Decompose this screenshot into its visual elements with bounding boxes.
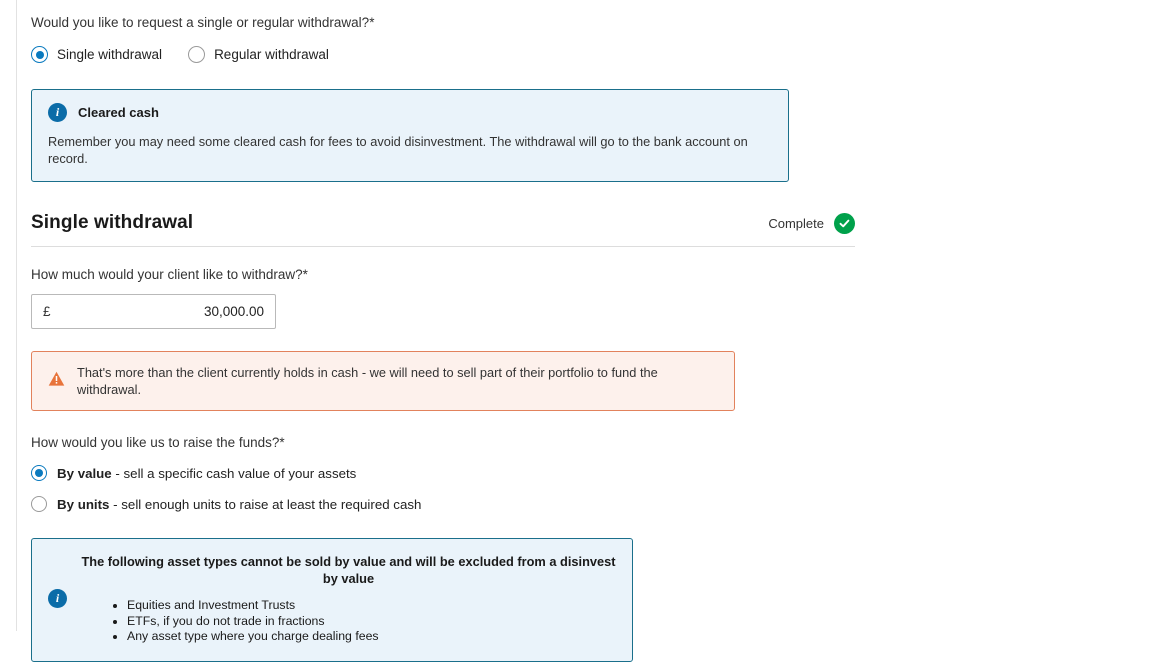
radio-by-units-label — [57, 497, 421, 512]
required-marker-amount: * — [302, 267, 308, 282]
radio-regular-withdrawal-icon[interactable] — [188, 46, 205, 63]
excluded-asset-types-list — [81, 598, 616, 644]
raise-funds-question-text: How would you like us to raise the funds? — [31, 435, 280, 450]
info-icon: i — [48, 103, 67, 122]
currency-symbol: £ — [43, 304, 51, 319]
raise-funds-question — [31, 435, 1131, 450]
form-content — [31, 0, 1131, 662]
withdrawal-amount-input[interactable] — [31, 294, 276, 329]
cleared-cash-banner — [31, 89, 789, 182]
single-withdrawal-section-header — [31, 212, 855, 247]
radio-by-value-label-rest: - sell a specific cash value of your assets — [111, 465, 357, 481]
check-circle-icon — [834, 213, 855, 234]
radio-option-regular-withdrawal[interactable] — [188, 46, 329, 63]
status-badge: Complete — [768, 215, 824, 231]
cleared-cash-banner-body: Remember you may need some cleared cash for fees to avoid disinvestment. The withdrawal will go to the bank account on record. — [48, 134, 748, 166]
required-marker: * — [369, 15, 375, 30]
radio-single-withdrawal-icon[interactable] — [31, 46, 48, 63]
withdrawal-amount-value: 30,000.00 — [203, 304, 264, 319]
radio-option-single-withdrawal[interactable] — [31, 46, 162, 63]
radio-by-value-label — [57, 466, 356, 481]
excluded-asset-types-body — [81, 553, 616, 645]
section-status — [768, 213, 855, 234]
radio-by-value-label-bold: By value — [57, 465, 112, 481]
cleared-cash-banner-title: Cleared cash — [78, 105, 159, 120]
radio-option-by-value[interactable] — [31, 465, 1131, 481]
radio-regular-withdrawal-label: Regular withdrawal — [214, 47, 329, 62]
withdrawal-amount-label-text: How much would your client like to withdraw? — [31, 267, 303, 282]
excluded-asset-types-banner — [31, 538, 633, 662]
required-marker-funds: * — [279, 435, 285, 450]
radio-single-withdrawal-label: Single withdrawal — [57, 47, 163, 62]
cleared-cash-banner-header — [48, 103, 772, 122]
list-item: • ETFs, if you do not trade in fractions — [127, 614, 616, 629]
radio-by-units-label-bold: By units — [57, 496, 110, 512]
withdrawal-amount-label — [31, 267, 1131, 282]
withdrawal-type-question — [31, 14, 1131, 32]
list-item: • Any asset type where you charge dealing fees — [127, 629, 616, 644]
info-icon-exclusions: i — [48, 589, 67, 608]
insufficient-cash-warning-text: That's more than the client currently holds in cash - we will need to sell part of their portfolio to fund the withdrawal. — [77, 365, 658, 397]
insufficient-cash-warning — [31, 351, 735, 411]
radio-by-units-label-rest: - sell enough units to raise at least the required cash — [109, 496, 422, 512]
list-item: • Equities and Investment Trusts — [127, 598, 616, 613]
radio-by-units-icon[interactable] — [31, 496, 47, 512]
radio-option-by-units[interactable] — [31, 496, 1131, 512]
page-title: Single withdrawal — [31, 212, 194, 233]
radio-by-value-icon[interactable] — [31, 465, 47, 481]
withdrawal-type-question-text: Would you like to request a single or regular withdrawal? — [31, 15, 370, 30]
left-divider — [16, 0, 17, 631]
withdrawal-type-radio-group — [31, 46, 1131, 63]
excluded-asset-types-title: The following asset types cannot be sold by value and will be excluded from a disinvest by value — [81, 554, 616, 586]
warning-triangle-icon — [48, 371, 65, 392]
